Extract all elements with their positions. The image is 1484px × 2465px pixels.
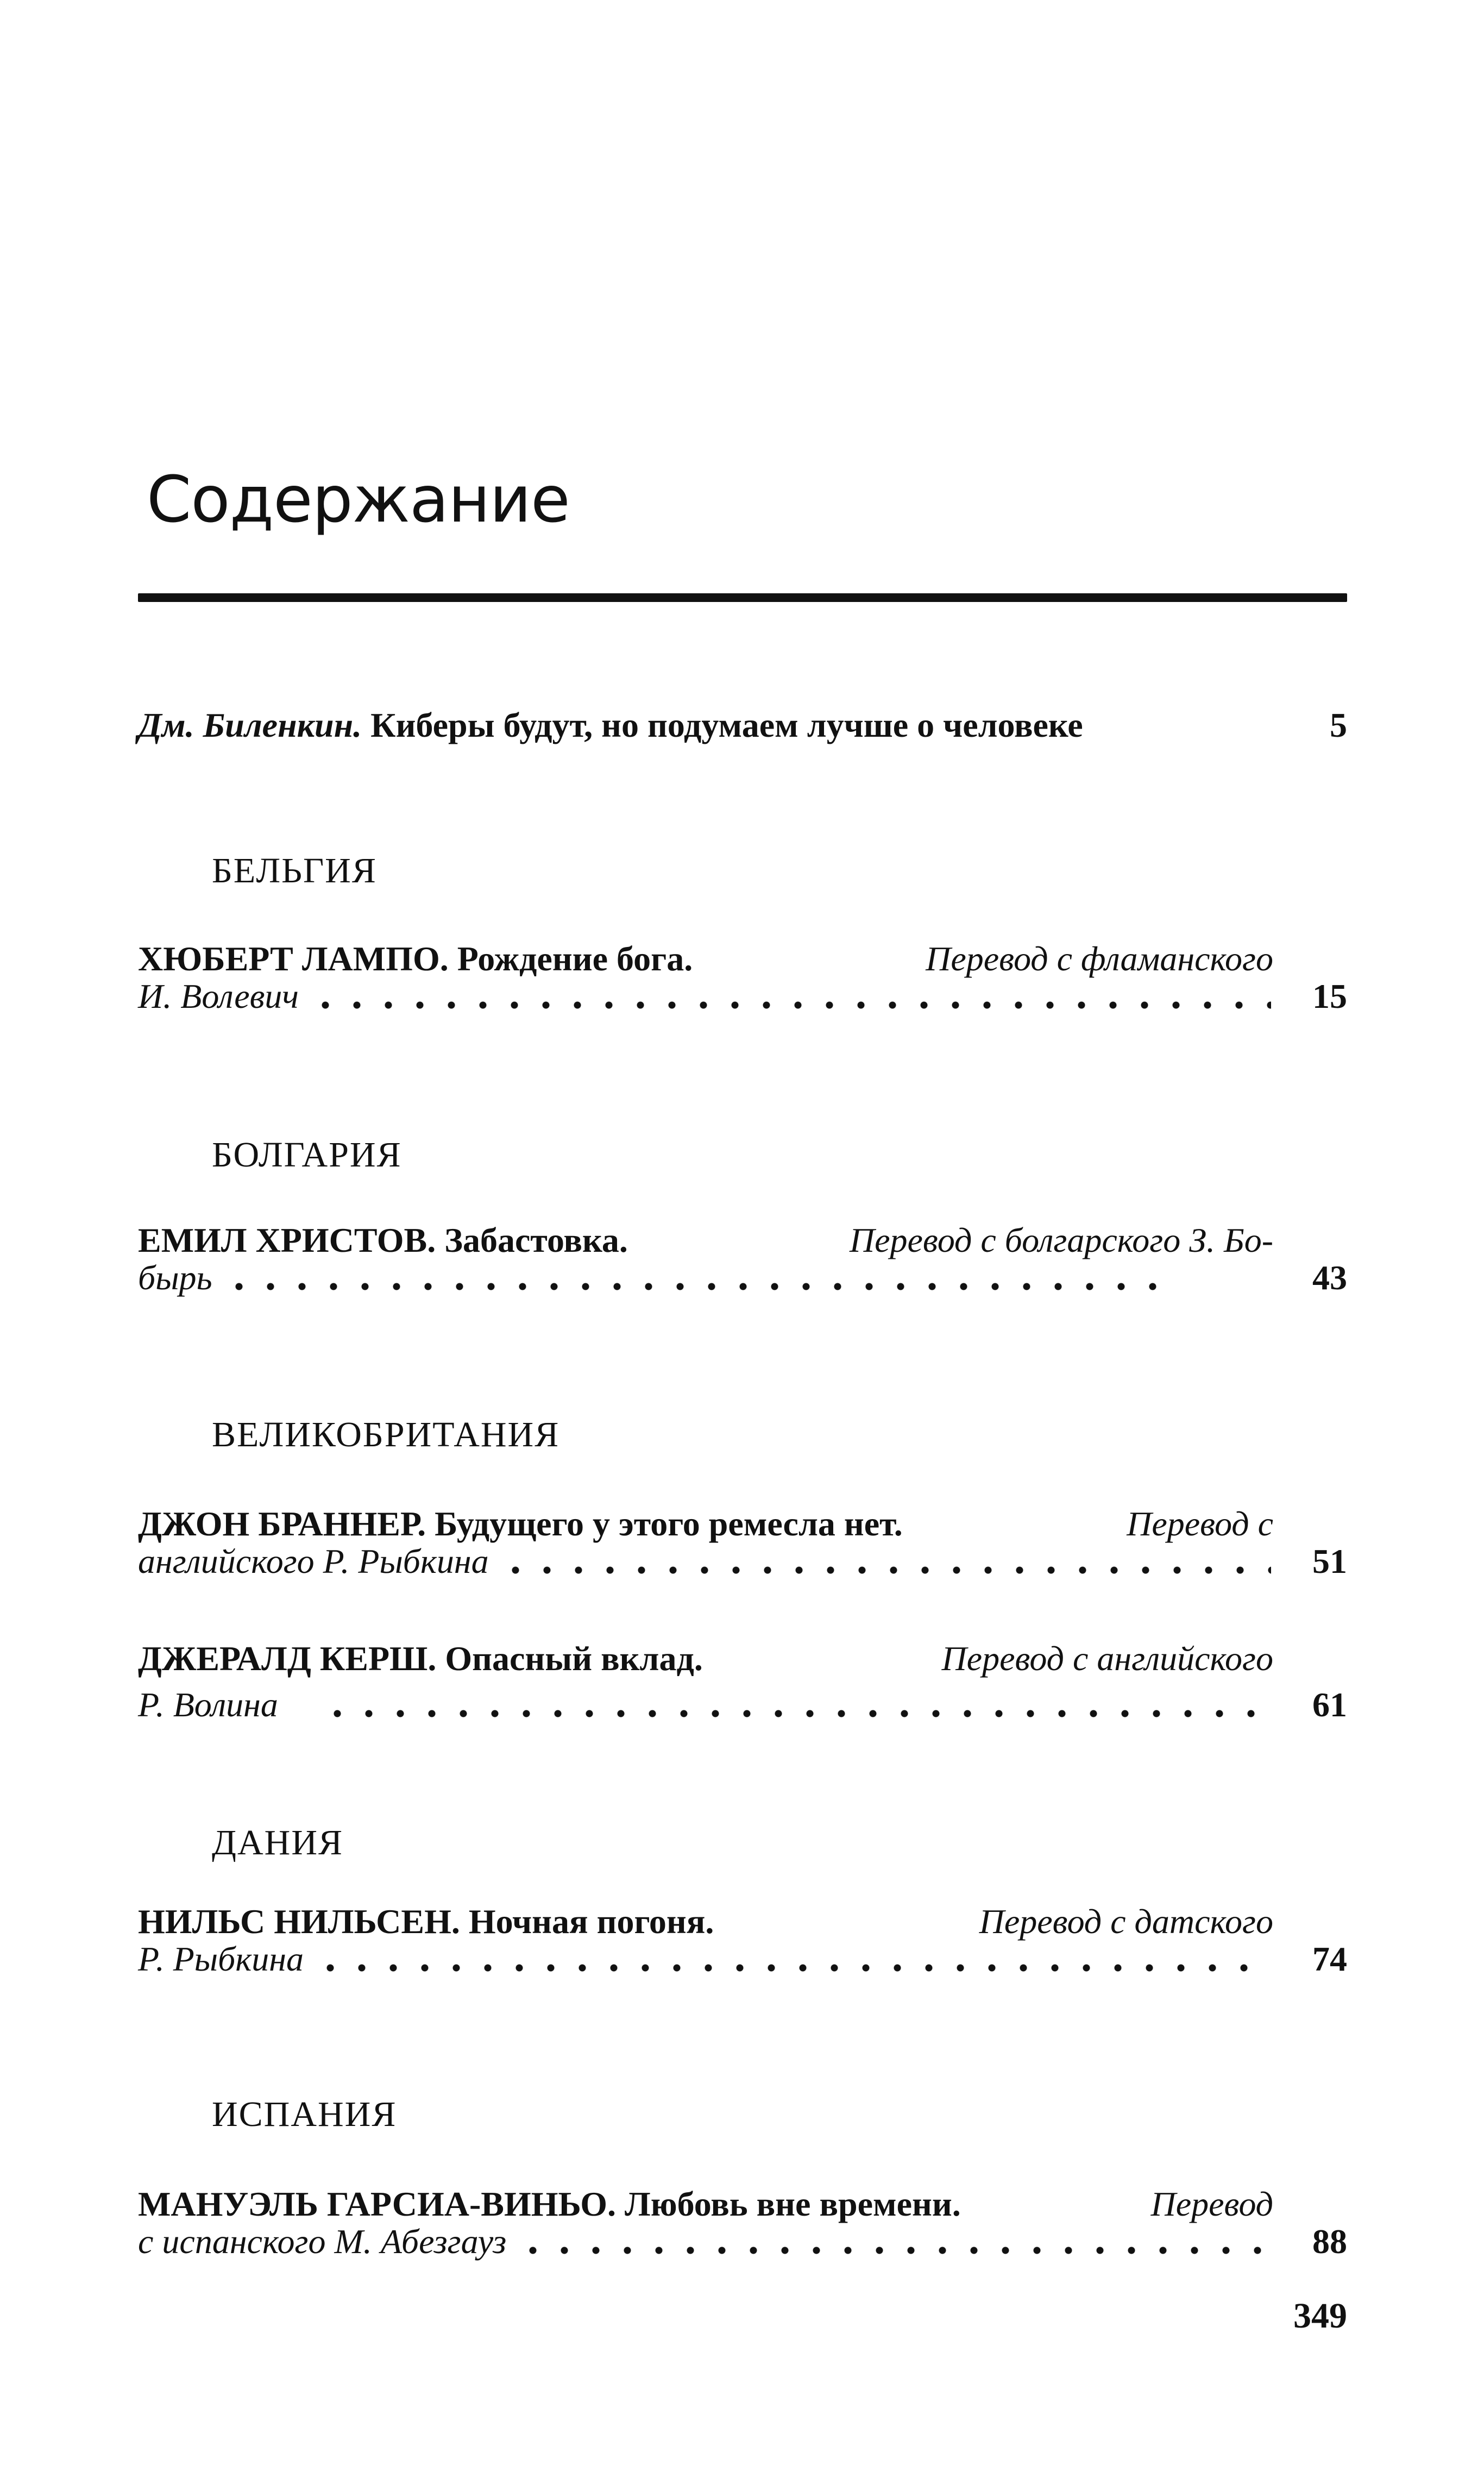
entry-translator: бырь bbox=[138, 1258, 212, 1297]
section-heading: БОЛГАРИЯ bbox=[212, 1135, 402, 1175]
entry-title: Ночная погоня. bbox=[468, 1902, 714, 1941]
entry-author: ДЖОН БРАННЕР. bbox=[138, 1504, 426, 1543]
page-number: 349 bbox=[1293, 2296, 1347, 2336]
entry-title: Опасный вклад. bbox=[445, 1639, 703, 1678]
entry-author: МАНУЭЛЬ ГАРСИА-ВИНЬО. bbox=[138, 2185, 617, 2223]
section-heading: ДАНИЯ bbox=[212, 1823, 344, 1862]
entry-page: 88 bbox=[1312, 2222, 1347, 2261]
entry-page: 43 bbox=[1312, 1258, 1347, 1297]
toc-entry bbox=[138, 1903, 1347, 1978]
dot-leader bbox=[223, 1281, 1173, 1292]
entry-title: Киберы будут, но подумаем лучше о человеке bbox=[370, 706, 1083, 744]
dot-leader bbox=[322, 1708, 1271, 1719]
entry-title: Забастовка. bbox=[444, 1221, 628, 1259]
entry-translation: Перевод с фламанского bbox=[926, 939, 1273, 978]
entry-author: ЕМИЛ ХРИСТОВ. bbox=[138, 1221, 436, 1259]
entry-title: Рождение бога. bbox=[457, 939, 693, 978]
dot-leader bbox=[517, 2245, 1271, 2256]
entry-translator: Р. Волина bbox=[138, 1685, 278, 1724]
entry-page: 5 bbox=[1330, 706, 1347, 744]
toc-entry bbox=[138, 1505, 1347, 1580]
entry-translation: Перевод с bbox=[1127, 1504, 1273, 1543]
section-heading: ИСПАНИЯ bbox=[212, 2094, 397, 2134]
dot-leader bbox=[310, 1000, 1271, 1011]
entry-translator: Р. Рыбкина bbox=[138, 1940, 304, 1978]
entry-title: Будущего у этого ремесла нет. bbox=[435, 1504, 903, 1543]
entry-page: 61 bbox=[1312, 1685, 1347, 1724]
entry-page: 51 bbox=[1312, 1542, 1347, 1580]
section-heading: БЕЛЬГИЯ bbox=[212, 851, 377, 890]
dot-leader bbox=[315, 1962, 1271, 1973]
entry-author: Дм. Биленкин. bbox=[138, 706, 362, 744]
toc-entry bbox=[138, 940, 1347, 1015]
entry-translation: Перевод с датского bbox=[979, 1902, 1273, 1941]
entry-page: 15 bbox=[1312, 977, 1347, 1015]
toc-entry bbox=[138, 2185, 1347, 2260]
entry-translation: Перевод bbox=[1150, 2185, 1273, 2223]
entry-page: 74 bbox=[1312, 1940, 1347, 1978]
dot-leader bbox=[500, 1565, 1271, 1576]
entry-author: ХЮБЕРТ ЛАМПО. bbox=[138, 939, 449, 978]
entry-translator: с испанского М. Абезгауз bbox=[138, 2222, 507, 2261]
entry-translation: Перевод с английского bbox=[941, 1639, 1273, 1678]
entry-translator: английского Р. Рыбкина bbox=[138, 1542, 489, 1580]
entry-author: НИЛЬС НИЛЬСЕН. bbox=[138, 1902, 460, 1941]
entry-author: ДЖЕРАЛД КЕРШ. bbox=[138, 1639, 437, 1678]
toc-entry bbox=[138, 1640, 1347, 1723]
entry-title: Любовь вне времени. bbox=[625, 2185, 961, 2223]
entry-translator: И. Волевич bbox=[138, 977, 299, 1015]
page-title: Содержание bbox=[147, 462, 570, 537]
toc-entry-intro bbox=[138, 706, 1347, 744]
toc-entry bbox=[138, 1221, 1347, 1296]
section-heading: ВЕЛИКОБРИТАНИЯ bbox=[212, 1415, 560, 1454]
title-rule bbox=[138, 593, 1347, 602]
entry-translation: Перевод с болгарского З. Бо- bbox=[849, 1221, 1273, 1259]
